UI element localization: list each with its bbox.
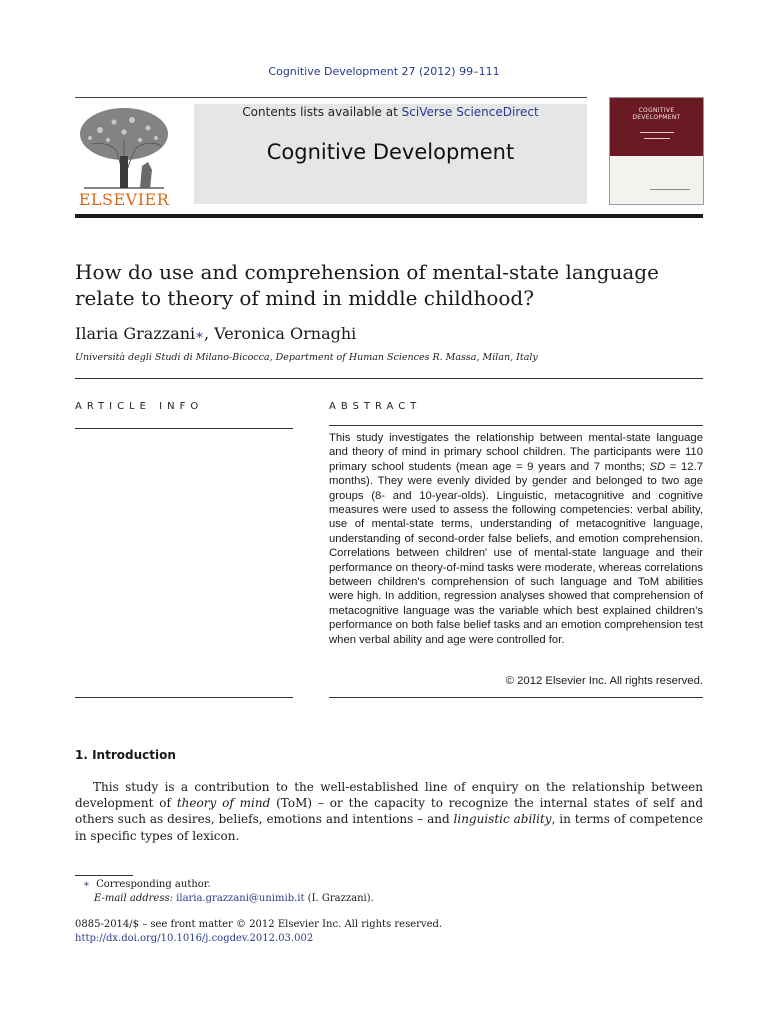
- footnote-mark: ∗: [83, 879, 90, 890]
- abstract-text-part: = 12.7 months). They were evenly divided by gender and belonged to two age groups (8- and 10-year-olds). Linguistic, metacognitive and cognitive measures were used to assess the following competencies: verbal ability, use of mental-state terms, understanding of metacognitive language, understanding of second-order false beliefs, and emotion comprehension. Correlations between children' use of mental-state language and their performance on theory-of-mind tasks were moderate, whereas correlations between children's comprehension of such language and ToM abilities were high. In addition, regression analyses showed that comprehension of metacognitive language was the variable which best explained children's performance on both false belief tasks and an emotion comprehension test when verbal ability and age were controlled for.: [329, 460, 703, 646]
- header-divider: [75, 214, 703, 218]
- abstract-heading: ABSTRACT: [329, 401, 422, 412]
- abstract-text: [329, 431, 703, 647]
- abstract-bottom-rule: [329, 697, 703, 698]
- introduction-heading: 1. Introduction: [75, 748, 176, 762]
- cover-title: [610, 107, 703, 121]
- introduction-paragraph: [75, 779, 703, 844]
- intro-text-part: , in terms of competence in specific types of lexicon.: [75, 812, 703, 843]
- cover-text-line: [644, 138, 670, 139]
- intro-text-part: This study is a contribution to the well-established line of enquiry on the relationship between development of: [75, 780, 703, 811]
- doi-link[interactable]: http://dx.doi.org/10.1016/j.cogdev.2012.03.002: [75, 933, 314, 944]
- corresponding-author-mark[interactable]: ∗: [195, 328, 204, 343]
- issn-line: 0885-2014/$ – see front matter © 2012 Elsevier Inc. All rights reserved.: [75, 919, 443, 930]
- article-info-heading: ARTICLE INFO: [75, 401, 204, 412]
- author-name[interactable]: Ilaria Grazzani: [75, 324, 196, 343]
- cover-title-line1: COGNITIVE: [638, 107, 675, 114]
- email-suffix: (I. Grazzani).: [304, 893, 374, 904]
- intro-emphasis: linguistic ability: [453, 812, 552, 827]
- email-label: E-mail address:: [94, 893, 173, 904]
- cover-text-line: [640, 132, 674, 133]
- intro-text-part: (ToM) – or the capacity to recognize the internal states of self and others such as desires, beliefs, emotions and intentions – and: [75, 796, 704, 827]
- corresponding-author-note: [83, 879, 211, 890]
- journal-citation[interactable]: Cognitive Development 27 (2012) 99–111: [268, 65, 500, 78]
- email-note: [94, 893, 374, 904]
- cover-footer-line: [650, 189, 690, 190]
- abstract-copyright: © 2012 Elsevier Inc. All rights reserved.: [505, 675, 703, 687]
- journal-cover-thumbnail[interactable]: [609, 97, 704, 205]
- article-info-bottom-rule: [75, 697, 293, 698]
- title-divider: [75, 378, 703, 379]
- author-list: [75, 324, 675, 343]
- sciencedirect-link[interactable]: SciVerse ScienceDirect: [401, 105, 539, 119]
- footnote-divider: [75, 875, 133, 876]
- footnote-text: Corresponding author.: [96, 879, 211, 890]
- article-info-top-rule: [75, 428, 293, 429]
- author-affiliation: Università degli Studi di Milano-Bicocca, Department of Human Sciences R. Massa, Milan, Italy: [75, 352, 538, 363]
- contents-prefix: Contents lists available at: [242, 105, 402, 119]
- article-title: How do use and comprehension of mental-state language relate to theory of mind in middle childhood?: [75, 260, 659, 310]
- abstract-text-part: This study investigates the relationship between mental-state language and theory of mind in primary school children. The participants were 110 primary school students (mean age = 9 years and 7 months;: [329, 432, 703, 473]
- masthead-top-rule: [75, 97, 587, 98]
- elsevier-wordmark[interactable]: ELSEVIER: [78, 190, 170, 209]
- intro-emphasis: theory of mind: [176, 796, 271, 811]
- contents-availability: [194, 105, 587, 119]
- email-link[interactable]: ilaria.grazzani@unimib.it: [176, 893, 305, 904]
- abstract-top-rule: [329, 425, 703, 426]
- author-name[interactable]: , Veronica Ornaghi: [204, 324, 357, 343]
- journal-title[interactable]: Cognitive Development: [266, 140, 515, 164]
- cover-title-line2: DEVELOPMENT: [632, 114, 681, 121]
- abstract-sd-label: SD: [649, 460, 666, 473]
